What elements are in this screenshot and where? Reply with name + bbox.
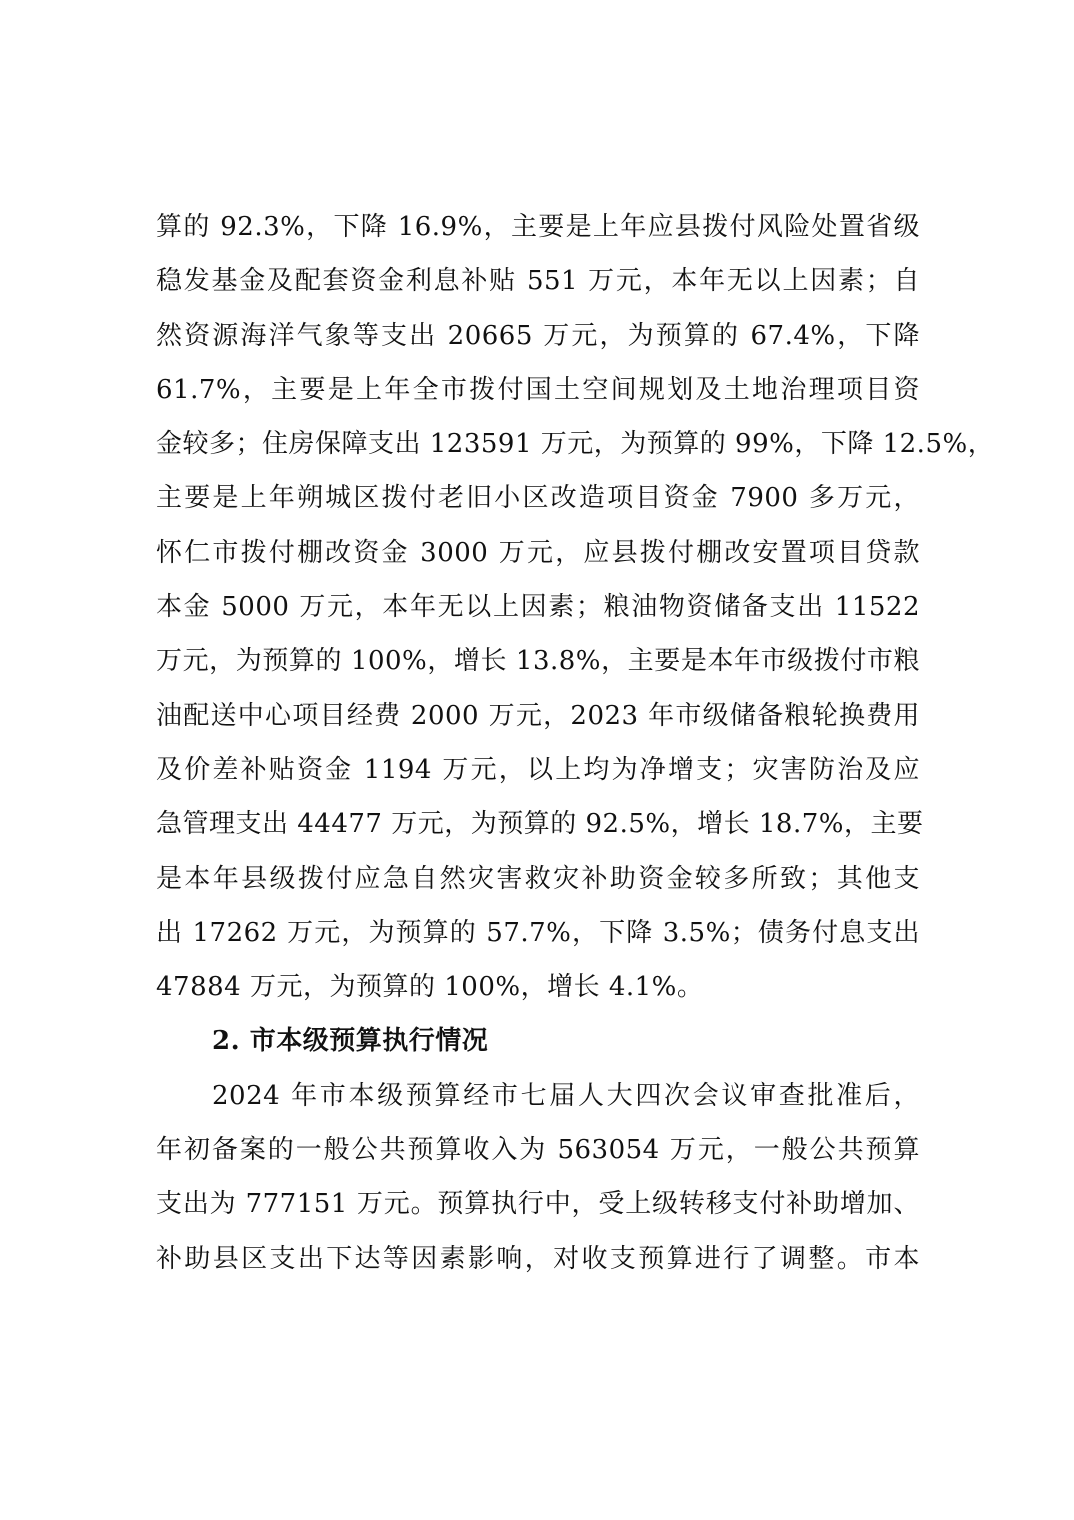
text-line: 年初备案的一般公共预算收入为 563054 万元，一般公共预算: [156, 1135, 920, 1166]
text-line: 61.7%，主要是上年全市拨付国土空间规划及土地治理项目资: [156, 374, 920, 405]
text-line: 油配送中心项目经费 2000 万元，2023 年市级储备粮轮换费用: [156, 700, 920, 731]
text-line: 万元，为预算的 100%，增长 13.8%，主要是本年市级拨付市粮: [156, 646, 920, 677]
text-line: 怀仁市拨付棚改资金 3000 万元，应县拨付棚改安置项目贷款: [156, 537, 920, 568]
body-text: [156, 200, 995, 1286]
text-line: 2024 年市本级预算经市七届人大四次会议审查批准后，: [212, 1080, 920, 1111]
text-line: 出 17262 万元，为预算的 57.7%，下降 3.5%；债务付息支出: [156, 917, 920, 948]
text-line: 是本年县级拨付应急自然灾害救灾补助资金较多所致；其他支: [156, 863, 920, 894]
text-line: 急管理支出 44477 万元，为预算的 92.5%，增长 18.7%，主要: [156, 809, 924, 840]
text-line: 主要是上年朔城区拨付老旧小区改造项目资金 7900 多万元，: [156, 483, 920, 514]
paragraph-budget-details: [156, 200, 995, 1014]
text-line: 金较多；住房保障支出 123591 万元，为预算的 99%，下降 12.5%，: [156, 429, 995, 460]
paragraph-city-budget: [156, 1069, 920, 1286]
text-line: 47884 万元，为预算的 100%，增长 4.1%。: [156, 972, 704, 1003]
text-line: 算的 92.3%，下降 16.9%，主要是上年应县拨付风险处置省级: [156, 212, 920, 242]
text-line: 稳发基金及配套资金利息补贴 551 万元，本年无以上因素；自: [156, 266, 920, 297]
text-line: 支出为 777151 万元。预算执行中，受上级转移支付补助增加、: [156, 1189, 920, 1220]
section-heading: 2. 市本级预算执行情况: [212, 1026, 489, 1057]
text-line: 然资源海洋气象等支出 20665 万元，为预算的 67.4%，下降: [156, 320, 920, 351]
text-line: 本金 5000 万元，本年无以上因素；粮油物资储备支出 11522: [156, 592, 920, 623]
text-line: 及价差补贴资金 1194 万元，以上均为净增支；灾害防治及应: [156, 754, 920, 785]
text-line: 补助县区支出下达等因素影响，对收支预算进行了调整。市本: [156, 1243, 920, 1274]
